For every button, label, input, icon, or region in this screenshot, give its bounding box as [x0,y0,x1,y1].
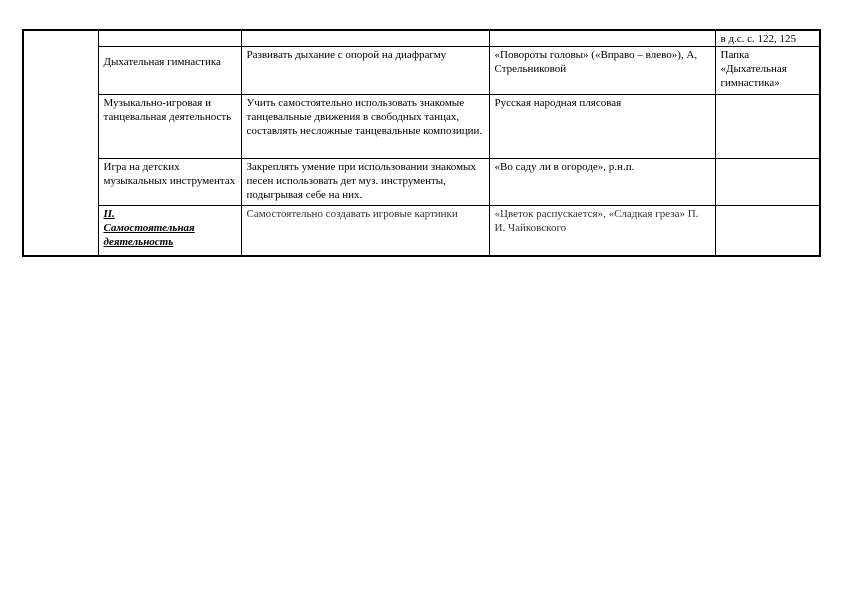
task-cell: Самостоятельно создавать игровые картинки [241,206,489,256]
section-title: Самостоятельная деятельность [103,222,195,248]
materials-cell [715,159,820,206]
materials-cell: в д.с. с. 122, 125 [715,30,820,47]
materials-cell [715,206,820,256]
table-row [23,95,820,159]
repertoire-cell: «Повороты головы» («Вправо – влево»), А, Стрельниковой [489,47,715,95]
activity-cell: Игра на детских музыкальных инструментах [98,159,241,206]
table-row [23,159,820,206]
materials-cell [715,95,820,159]
group-cell [23,30,98,256]
repertoire-cell [489,30,715,47]
task-cell: Закреплять умение при использовании знакомых песен использовать дет муз. инструменты, подыгрывая себе на них. [241,159,489,206]
table-row [23,47,820,95]
lesson-plan-table [22,29,821,257]
repertoire-cell: Русская народная плясовая [489,95,715,159]
table-row [23,206,820,256]
activity-cell: Дыхательная гимнастика [98,47,241,95]
task-cell: Развивать дыхание с опорой на диафрагму [241,47,489,95]
repertoire-cell: «Цветок распускается», «Сладкая греза» П. И. Чайковского [489,206,715,256]
section-number: II. [103,208,115,220]
task-cell [241,30,489,47]
activity-cell: Музыкально-игровая и танцевальная деятельность [98,95,241,159]
materials-cell: Папка «Дыхательная гимнастика» [715,47,820,95]
section-cell [98,206,241,256]
activity-cell [98,30,241,47]
table-row [23,30,820,47]
repertoire-cell: «Во саду ли в огороде», р.н.п. [489,159,715,206]
task-cell: Учить самостоятельно использовать знакомые танцевальные движения в свободных танцах, составлять несложные танцевальные композиции. [241,95,489,159]
